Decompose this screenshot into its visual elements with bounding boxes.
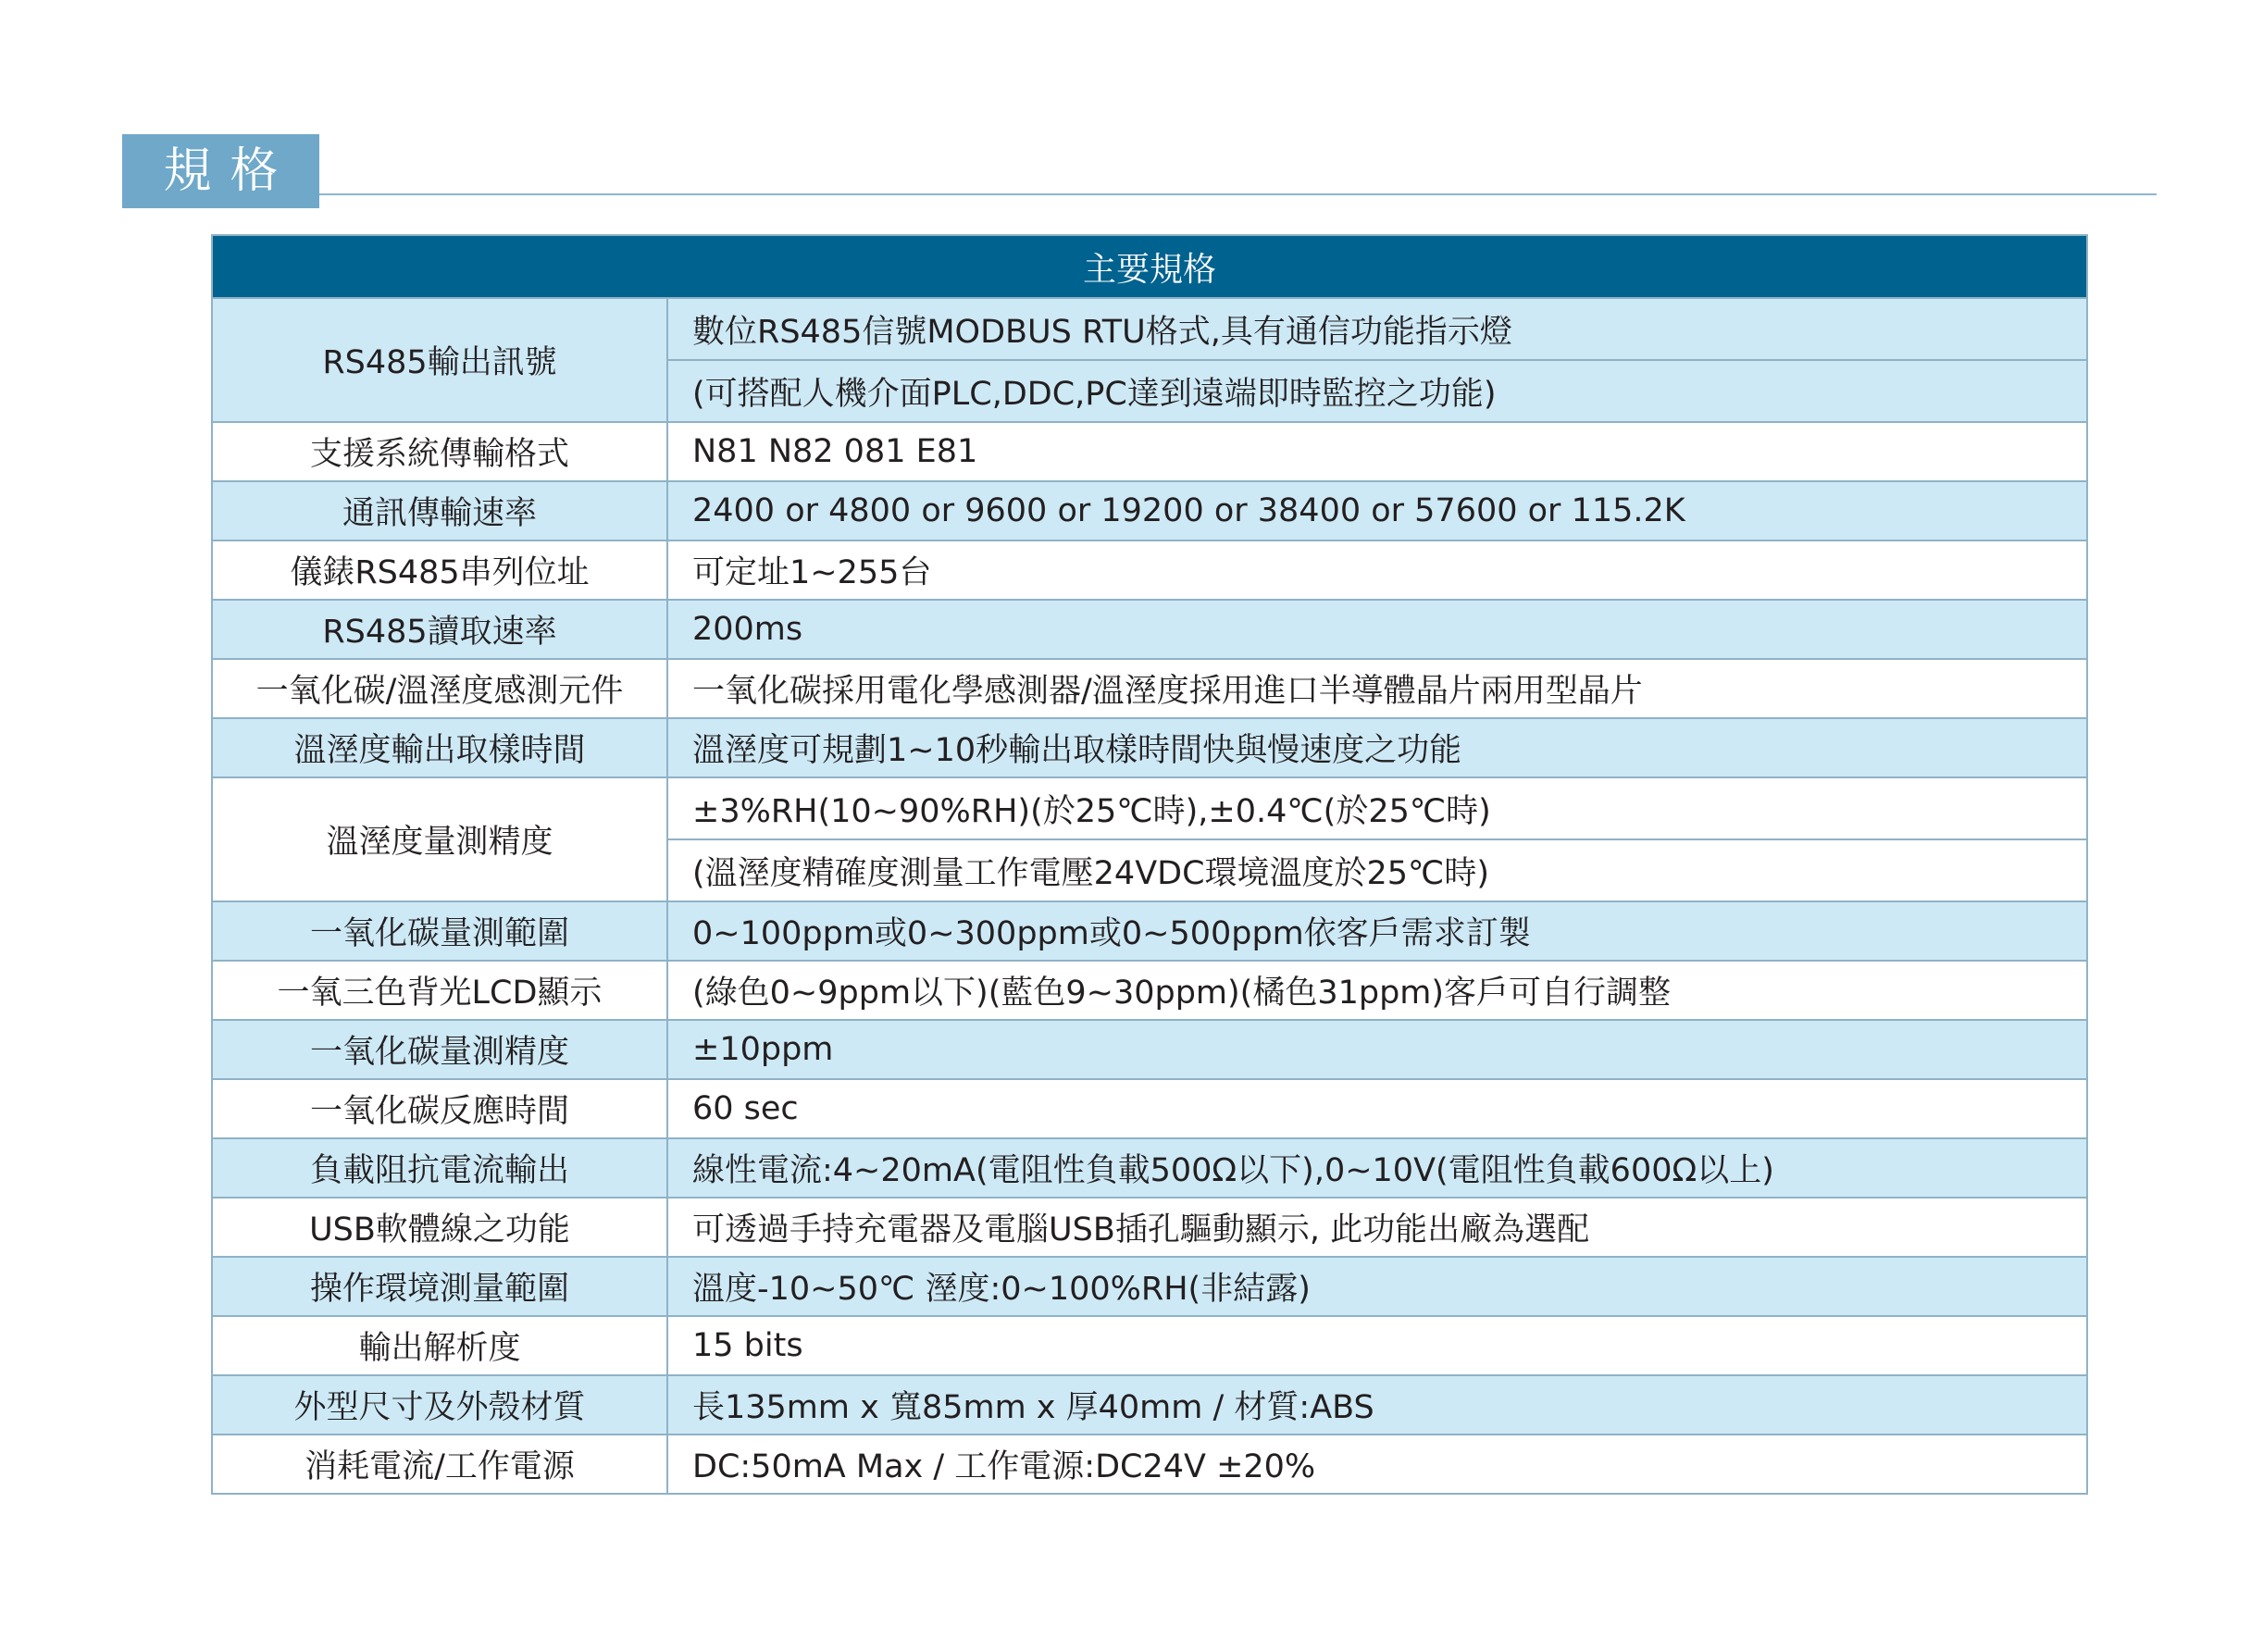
spec-value: ±10ppm xyxy=(667,1020,2087,1079)
spec-label: 溫溼度輸出取樣時間 xyxy=(212,718,667,777)
spec-value: 溫溼度可規劃1~10秒輸出取樣時間快與慢速度之功能 xyxy=(667,718,2087,777)
table-row xyxy=(212,1316,2087,1375)
spec-value: 60 sec xyxy=(667,1079,2087,1138)
spec-label: 一氧三色背光LCD顯示 xyxy=(212,961,667,1020)
spec-label: 儀錶RS485串列位址 xyxy=(212,540,667,600)
table-row xyxy=(212,961,2087,1020)
spec-value: N81 N82 081 E81 xyxy=(667,422,2087,481)
spec-value: 200ms xyxy=(667,600,2087,659)
section-divider xyxy=(319,193,2157,195)
spec-value: ±3%RH(10~90%RH)(於25℃時),±0.4℃(於25℃時) xyxy=(667,777,2087,839)
spec-table xyxy=(211,234,2088,1495)
spec-value: (溫溼度精確度測量工作電壓24VDC環境溫度於25℃時) xyxy=(667,839,2087,901)
table-row xyxy=(212,1020,2087,1079)
section-title: 規格 xyxy=(122,134,319,208)
spec-label: 一氧化碳量測精度 xyxy=(212,1020,667,1079)
spec-label: 一氧化碳/溫溼度感測元件 xyxy=(212,659,667,718)
spec-label: 操作環境測量範圍 xyxy=(212,1257,667,1316)
spec-label: 支援系統傳輸格式 xyxy=(212,422,667,481)
table-row xyxy=(212,481,2087,540)
spec-value: 2400 or 4800 or 9600 or 19200 or 38400 or 57600 or 115.2K xyxy=(667,481,2087,540)
table-row xyxy=(212,777,2087,839)
spec-label: RS485讀取速率 xyxy=(212,600,667,659)
table-row xyxy=(212,659,2087,718)
spec-value: (綠色0~9ppm以下)(藍色9~30ppm)(橘色31ppm)客戶可自行調整 xyxy=(667,961,2087,1020)
table-row xyxy=(212,1257,2087,1316)
spec-label: 外型尺寸及外殼材質 xyxy=(212,1375,667,1435)
spec-label: RS485輸出訊號 xyxy=(212,298,667,422)
table-row xyxy=(212,901,2087,961)
table-row xyxy=(212,718,2087,777)
spec-value: 長135mm x 寬85mm x 厚40mm / 材質:ABS xyxy=(667,1375,2087,1435)
table-row xyxy=(212,1079,2087,1138)
table-row xyxy=(212,1138,2087,1198)
spec-value: 可透過手持充電器及電腦USB插孔驅動顯示, 此功能出廠為選配 xyxy=(667,1198,2087,1257)
spec-value: 0~100ppm或0~300ppm或0~500ppm依客戶需求訂製 xyxy=(667,901,2087,961)
spec-table-body xyxy=(212,298,2087,1494)
spec-label: 負載阻抗電流輸出 xyxy=(212,1138,667,1198)
spec-value: 15 bits xyxy=(667,1316,2087,1375)
spec-value: DC:50mA Max / 工作電源:DC24V ±20% xyxy=(667,1435,2087,1494)
spec-label: 輸出解析度 xyxy=(212,1316,667,1375)
table-row xyxy=(212,298,2087,360)
spec-label: 通訊傳輸速率 xyxy=(212,481,667,540)
spec-label: 一氧化碳量測範圍 xyxy=(212,901,667,961)
spec-value: 數位RS485信號MODBUS RTU格式,具有通信功能指示燈 xyxy=(667,298,2087,360)
table-row xyxy=(212,422,2087,481)
table-row xyxy=(212,540,2087,600)
spec-value: (可搭配人機介面PLC,DDC,PC達到遠端即時監控之功能) xyxy=(667,360,2087,422)
spec-value: 線性電流:4~20mA(電阻性負載500Ω以下),0~10V(電阻性負載600Ω以上) xyxy=(667,1138,2087,1198)
table-row xyxy=(212,1198,2087,1257)
spec-value: 一氧化碳採用電化學感測器/溫溼度採用進口半導體晶片兩用型晶片 xyxy=(667,659,2087,718)
table-row xyxy=(212,1435,2087,1494)
table-header: 主要規格 xyxy=(212,235,2087,298)
table-row xyxy=(212,600,2087,659)
spec-label: 溫溼度量測精度 xyxy=(212,777,667,901)
spec-label: USB軟體線之功能 xyxy=(212,1198,667,1257)
spec-value: 溫度-10~50℃ 溼度:0~100%RH(非結露) xyxy=(667,1257,2087,1316)
spec-value: 可定址1~255台 xyxy=(667,540,2087,600)
table-row xyxy=(212,1375,2087,1435)
spec-label: 一氧化碳反應時間 xyxy=(212,1079,667,1138)
spec-label: 消耗電流/工作電源 xyxy=(212,1435,667,1494)
